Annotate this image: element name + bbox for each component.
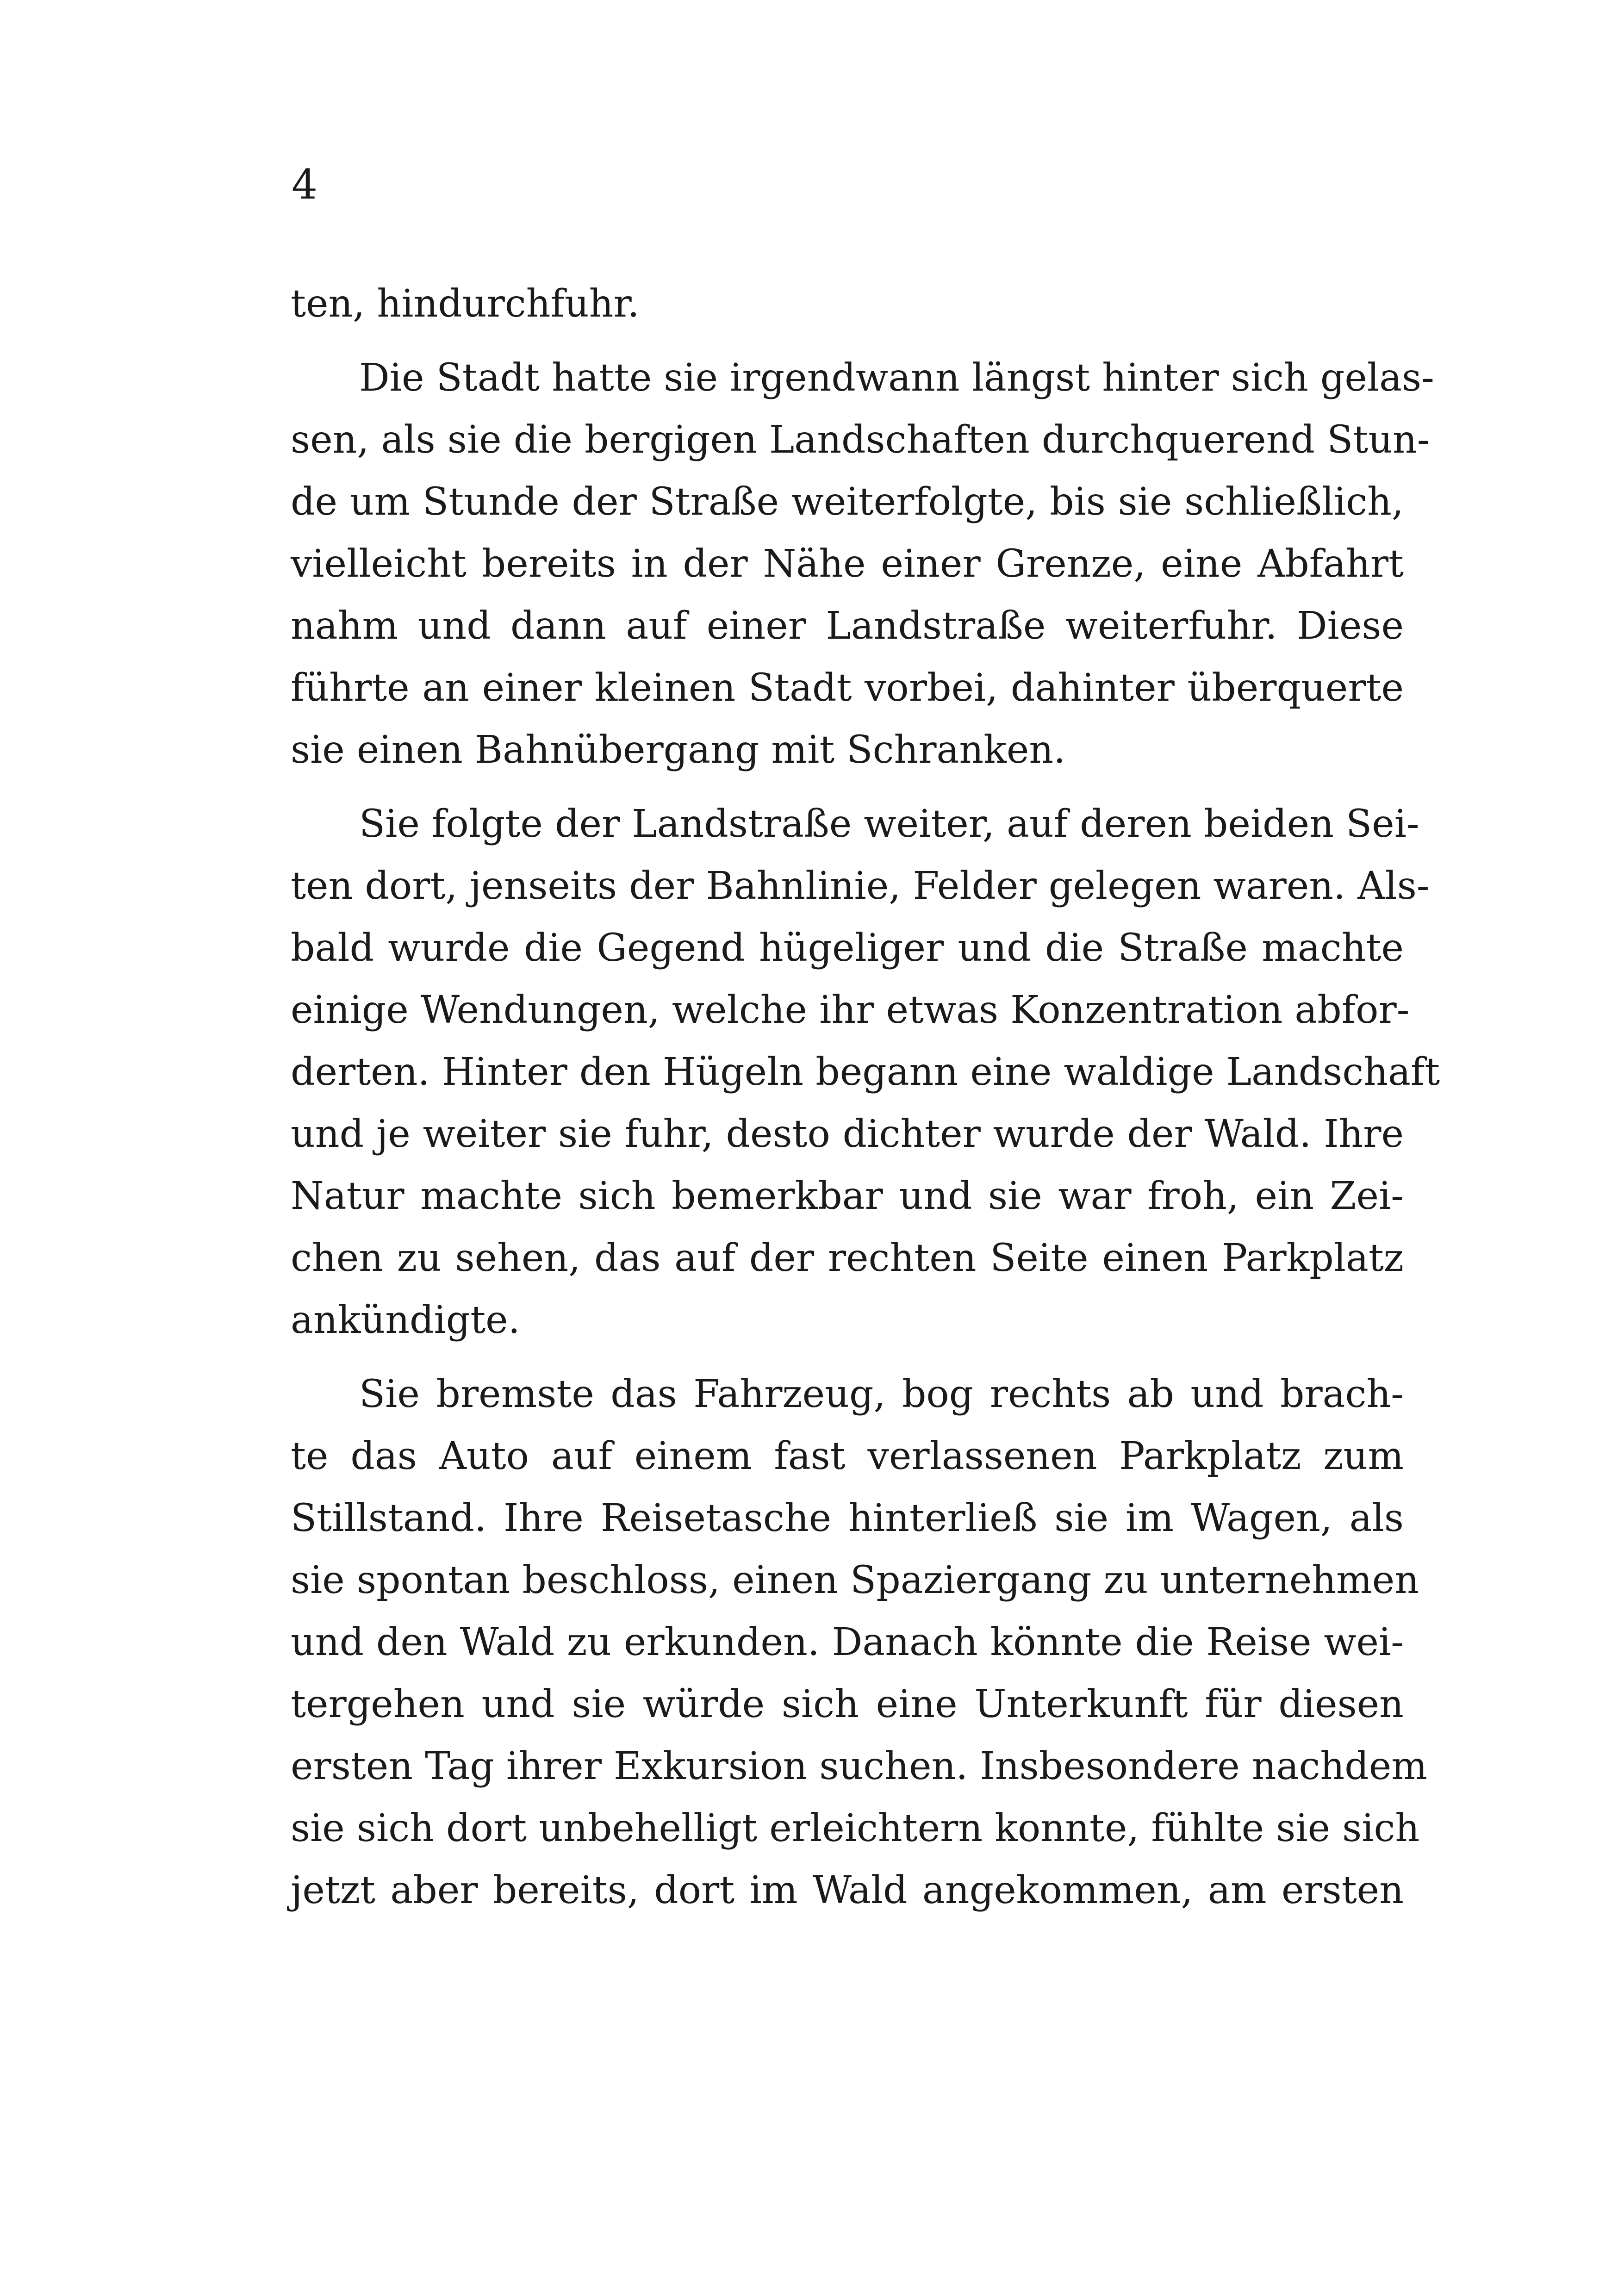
text-line: chen zu sehen, das auf der rechten Seite einen Parkplatz [291,1236,1404,1280]
text-line: Natur machte sich bemerkbar und sie war froh, ein Zei- [291,1174,1404,1218]
text-line: vielleicht bereits in der Nähe einer Grenze, eine Abfahrt [291,542,1404,586]
text-line: ten dort, jenseits der Bahnlinie, Felder gelegen waren. Als- [291,864,1430,908]
text-line: Stillstand. Ihre Reisetasche hinterließ sie im Wagen, als [291,1496,1404,1540]
text-line: sie einen Bahnübergang mit Schranken. [291,728,1066,772]
text-line: sen, als sie die bergigen Landschaften durchquerend Stun- [291,418,1430,462]
text-line: und je weiter sie fuhr, desto dichter wurde der Wald. Ihre [291,1112,1404,1156]
text-line: Die Stadt hatte sie irgendwann längst hinter sich gelas- [359,356,1434,400]
text-line: ersten Tag ihrer Exkursion suchen. Insbesondere nachdem [291,1744,1427,1788]
text-line: tergehen und sie würde sich eine Unterkunft für diesen [291,1682,1404,1726]
body-text [291,273,1440,1922]
text-line: ankündigte. [291,1298,520,1342]
text-line: einige Wendungen, welche ihr etwas Konzentration abfor- [291,988,1410,1032]
text-line: Sie bremste das Fahrzeug, bog rechts ab und brach- [359,1372,1404,1416]
text-line: derten. Hinter den Hügeln begann eine waldige Landschaft [291,1050,1440,1094]
text-line: nahm und dann auf einer Landstraße weiterfuhr. Diese [291,604,1404,648]
text-line: sie spontan beschloss, einen Spaziergang zu unternehmen [291,1558,1419,1602]
page-number: 4 [292,161,317,208]
paragraph [291,793,1440,1351]
paragraph [291,273,1404,335]
paragraph [291,1363,1427,1922]
paragraph [291,347,1434,781]
text-line: ten, hindurchfuhr. [291,282,640,326]
text-line: de um Stunde der Straße weiterfolgte, bis sie schließlich, [291,480,1404,524]
text-line: jetzt aber bereits, dort im Wald angekommen, am ersten [291,1868,1404,1912]
text-line: und den Wald zu erkunden. Danach könnte die Reise wei- [291,1620,1404,1664]
text-line: te das Auto auf einem fast verlassenen Parkplatz zum [291,1434,1404,1478]
text-line: bald wurde die Gegend hügeliger und die Straße machte [291,926,1404,970]
text-line: Sie folgte der Landstraße weiter, auf deren beiden Sei- [359,802,1419,846]
text-line: sie sich dort unbehelligt erleichtern konnte, fühlte sie sich [291,1806,1420,1850]
text-line: führte an einer kleinen Stadt vorbei, dahinter überquerte [291,666,1404,710]
